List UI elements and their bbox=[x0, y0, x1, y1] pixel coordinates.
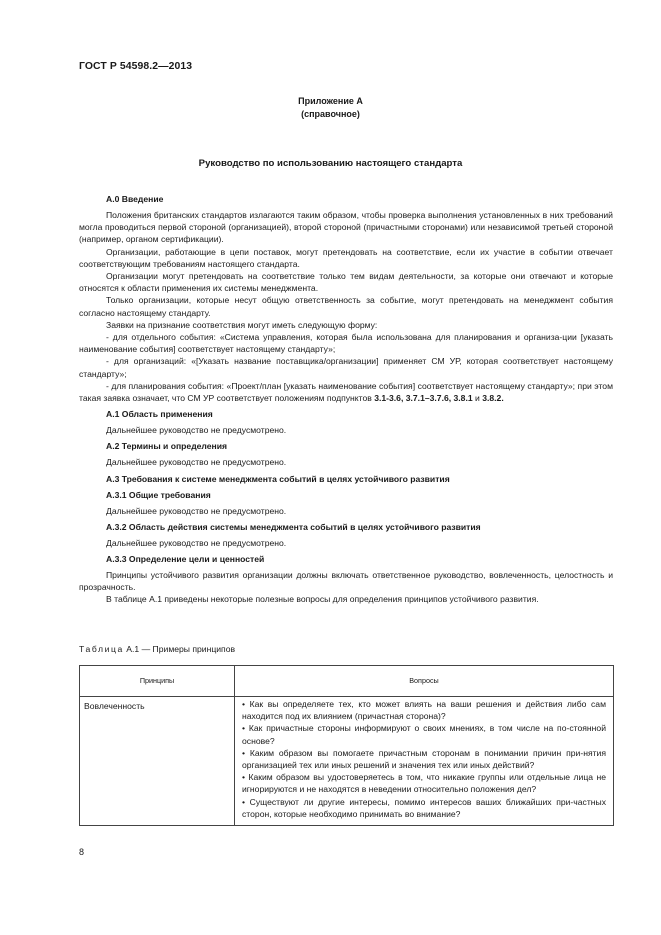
table-header-row bbox=[80, 666, 614, 697]
section-a0-heading: А.0 Введение bbox=[106, 194, 164, 204]
question-item: • Существуют ли другие интересы, помимо интересов ваших ближайших при-частных сторон, которые необходимо принимать во внимание? bbox=[242, 796, 606, 819]
section-a32-heading: А.3.2 Область действия системы менеджмента событий в целях устойчивого развития bbox=[106, 521, 481, 532]
paragraph: В таблице А.1 приведены некоторые полезные вопросы для определения принципов устойчивого развития. bbox=[106, 594, 539, 605]
page-number: 8 bbox=[79, 847, 85, 857]
paragraph: Принципы устойчивого развития организации должны включать ответственное руководство, вовлеченность, целостность и прозрачность. bbox=[79, 570, 613, 593]
column-header-principles: Принципы bbox=[80, 666, 235, 697]
paragraph: Дальнейшее руководство не предусмотрено. bbox=[106, 537, 287, 548]
paragraph: Организации, работающие в цепи поставок, могут претендовать на соответствие, если их участие в событии отвечает соответствующим требованиям настоящего стандарта. bbox=[79, 246, 613, 269]
body-text bbox=[79, 193, 613, 606]
paragraph: - для отдельного события: «Система управления, которая была использована для планирования и организа-ции [указать наименование события] соответствует настоящему стандарту»; bbox=[79, 332, 613, 355]
section-a1-heading: А.1 Область применения bbox=[106, 409, 213, 420]
section-a33-heading: А.3.3 Определение цели и ценностей bbox=[106, 554, 265, 565]
appendix-title: Приложение А bbox=[298, 96, 363, 106]
question-item: • Каким образом вы удостоверяетесь в том, что никакие группы или отдельные лица не игнорируются и не находятся в неведении относительно положения дел? bbox=[242, 772, 606, 795]
principle-cell: Вовлеченность bbox=[80, 697, 235, 826]
paragraph: Заявки на признание соответствия могут иметь следующую форму: bbox=[106, 319, 378, 330]
appendix-subtitle: (справочное) bbox=[301, 109, 360, 119]
paragraph: Дальнейшее руководство не предусмотрено. bbox=[106, 505, 287, 516]
paragraph-text: - для планирования события: «Проект/план [указать наименование события] соответствует настоящему стандарту»; при этом такая заявка означает, что СМ УР соответствует положениям подпунктов bbox=[79, 380, 613, 404]
paragraph bbox=[79, 380, 613, 404]
column-header-questions: Вопросы bbox=[235, 666, 614, 697]
question-item: • Как причастные стороны информируют о своих мнениях, в том числе на по-стоянной основе? bbox=[242, 723, 606, 746]
table-row bbox=[80, 697, 614, 826]
question-item: • Каким образом вы помогаете причастным сторонам в понимании причин при-нятия организацией тех или иных решений и значения тех или иных действий? bbox=[242, 747, 606, 771]
section-a3-heading: А.3 Требования к системе менеджмента событий в целях устойчивого развития bbox=[106, 473, 450, 484]
section-a2-heading: А.2 Термины и определения bbox=[106, 441, 228, 452]
paragraph: Положения британских стандартов излагаются таким образом, чтобы проверка выполнения установленных в них требований могла проводиться первой стороной (организацией), второй стороной (причастными сторонами) или независимой третьей стороной (например, органом сертификации). bbox=[79, 210, 613, 245]
paragraph: Дальнейшее руководство не предусмотрено. bbox=[106, 457, 287, 468]
questions-cell bbox=[235, 697, 614, 826]
section-a31-heading: А.3.1 Общие требования bbox=[106, 489, 211, 500]
conjunction: и bbox=[472, 393, 483, 404]
table-caption bbox=[79, 643, 235, 655]
paragraph: - для организаций: «[Указать название поставщика/организации] применяет СМ УР, которая соответствует настоящему стандарту»; bbox=[79, 356, 613, 379]
principles-table bbox=[79, 665, 614, 826]
paragraph: Только организации, которые несут общую ответственность за событие, могут претендовать на менеджмент события согласно настоящему стандарту. bbox=[79, 295, 613, 318]
appendix-heading bbox=[0, 95, 661, 121]
table-caption-title: А.1 — Примеры принципов bbox=[123, 644, 236, 654]
clause-reference: 3.8.2. bbox=[482, 393, 504, 404]
clause-references: 3.1-3.6, 3.7.1–3.7.6, 3.8.1 bbox=[374, 393, 473, 404]
paragraph: Дальнейшее руководство не предусмотрено. bbox=[106, 425, 287, 436]
table-caption-label: Таблица bbox=[79, 644, 124, 654]
question-item: • Как вы определяете тех, кто может влиять на ваши решения и действия либо сам находится под их влиянием (причастная сторона)? bbox=[242, 699, 606, 722]
standard-code: ГОСТ Р 54598.2—2013 bbox=[79, 61, 193, 72]
paragraph: Организации могут претендовать на соответствие только тем видам деятельности, за которые они отвечают и которые относятся к области применения их системы менеджмента. bbox=[79, 271, 613, 294]
guide-title: Руководство по использованию настоящего стандарта bbox=[198, 158, 463, 169]
